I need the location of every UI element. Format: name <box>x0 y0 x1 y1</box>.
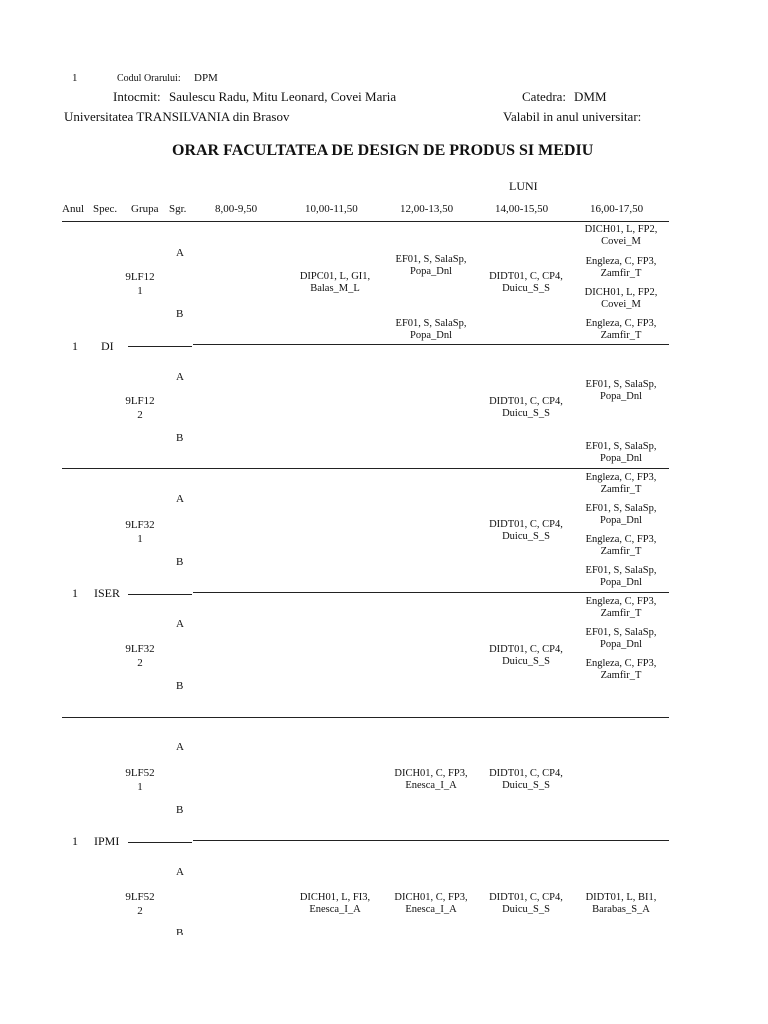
schedule-cell: EF01, S, SalaSp, Popa_Dnl <box>585 503 657 526</box>
schedule-cell: DICH01, C, FP3, Enesca_I_A <box>394 768 468 791</box>
sgr-value: B <box>176 928 184 935</box>
university-name: Universitatea TRANSILVANIA din Brasov <box>64 109 290 124</box>
grupa-value: 9LF12 2 <box>125 395 155 421</box>
col-spec: Spec. <box>93 203 118 215</box>
schedule-cell: DICH01, L, FP2, Covei_M <box>584 287 658 310</box>
grupa-value: 9LF52 1 <box>125 767 155 793</box>
schedule-cell: Engleza, C, FP3, Zamfir_T <box>585 256 657 279</box>
row-rule <box>128 842 192 843</box>
sgr-value: A <box>176 866 184 878</box>
schedule-cell: DIDT01, C, CP4, Duicu_S_S <box>489 768 563 791</box>
col-anul: Anul <box>62 203 84 215</box>
schedule-cell: Engleza, C, FP3, Zamfir_T <box>585 658 657 681</box>
schedule-cell: DIDT01, C, CP4, Duicu_S_S <box>489 271 563 294</box>
day-label: LUNI <box>509 179 538 193</box>
grupa-value: 9LF32 2 <box>125 643 155 669</box>
page-title: ORAR FACULTATEA DE DESIGN DE PRODUS SI MEDIU <box>172 142 594 159</box>
schedule-cell: DICH01, C, FP3, Enesca_I_A <box>394 892 468 915</box>
spec-value: ISER <box>94 586 121 600</box>
row-rule <box>193 344 669 345</box>
sgr-value: B <box>176 556 184 568</box>
spec-value: DI <box>101 339 114 353</box>
anul-value: 1 <box>72 586 78 600</box>
schedule-cell: DIDT01, L, BI1, Barabas_S_A <box>585 892 657 915</box>
section-rule <box>62 717 669 718</box>
catedra-label: Catedra: <box>522 89 567 104</box>
spec-value: IPMI <box>94 834 120 848</box>
col-slot-1: 8,00-9,50 <box>215 203 258 215</box>
sgr-value: A <box>176 493 184 505</box>
schedule-cell: EF01, S, SalaSp, Popa_Dnl <box>585 627 657 650</box>
col-slot-3: 12,00-13,50 <box>400 203 454 215</box>
sgr-value: A <box>176 371 184 383</box>
cod-orar-value: DPM <box>194 72 218 84</box>
schedule-cell: DIDT01, C, CP4, Duicu_S_S <box>489 892 563 915</box>
header-rule <box>62 221 669 222</box>
schedule-cell: DIDT01, C, CP4, Duicu_S_S <box>489 644 563 667</box>
grupa-value: 9LF32 1 <box>125 519 155 545</box>
row-rule <box>128 594 192 595</box>
row-rule <box>193 840 669 841</box>
schedule-cell: DIPC01, L, GI1, Balas_M_L <box>299 271 371 294</box>
schedule-cell: DIDT01, C, CP4, Duicu_S_S <box>489 396 563 419</box>
schedule-cell: Engleza, C, FP3, Zamfir_T <box>585 596 657 619</box>
section-rule <box>62 468 669 469</box>
sgr-value: A <box>176 618 184 630</box>
schedule-cell: Engleza, C, FP3, Zamfir_T <box>585 472 657 495</box>
intocmit-value: Saulescu Radu, Mitu Leonard, Covei Maria <box>169 89 397 104</box>
schedule-cell: EF01, S, SalaSp, Popa_Dnl <box>395 254 467 277</box>
schedule-cell: EF01, S, SalaSp, Popa_Dnl <box>585 379 657 402</box>
col-slot-4: 14,00-15,50 <box>495 203 549 215</box>
col-sgr: Sgr. <box>169 203 187 215</box>
row-rule <box>193 592 669 593</box>
grupa-value: 9LF52 2 <box>125 891 155 917</box>
col-slot-2: 10,00-11,50 <box>305 203 358 215</box>
catedra-value: DMM <box>574 89 607 104</box>
schedule-cell: Engleza, C, FP3, Zamfir_T <box>585 534 657 557</box>
sgr-value: B <box>176 308 184 320</box>
intocmit-label: Intocmit: <box>113 89 161 104</box>
col-slot-5: 16,00-17,50 <box>590 203 644 215</box>
anul-value: 1 <box>72 834 78 848</box>
grupa-value: 9LF12 1 <box>125 271 155 297</box>
anul-value: 1 <box>72 339 78 353</box>
schedule-cell: EF01, S, SalaSp, Popa_Dnl <box>585 565 657 588</box>
schedule-cell: EF01, S, SalaSp, Popa_Dnl <box>585 441 657 464</box>
page-number: 1 <box>72 72 78 84</box>
schedule-cell: Engleza, C, FP3, Zamfir_T <box>585 318 657 341</box>
sgr-value: B <box>176 432 184 444</box>
sgr-value: A <box>176 741 184 753</box>
schedule-cell: DICH01, L, FP2, Covei_M <box>584 224 658 247</box>
cod-orar-label: Codul Orarului: <box>117 73 181 84</box>
schedule-cell: DICH01, L, FI3, Enesca_I_A <box>299 892 371 915</box>
sgr-value: B <box>176 680 184 692</box>
sgr-value: B <box>176 804 184 816</box>
schedule-cell: EF01, S, SalaSp, Popa_Dnl <box>395 318 467 341</box>
schedule-cell: DIDT01, C, CP4, Duicu_S_S <box>489 519 563 542</box>
row-rule <box>128 346 192 347</box>
col-grupa: Grupa <box>131 203 159 215</box>
valabil-label: Valabil in anul universitar: <box>503 109 642 124</box>
sgr-value: A <box>176 247 184 259</box>
